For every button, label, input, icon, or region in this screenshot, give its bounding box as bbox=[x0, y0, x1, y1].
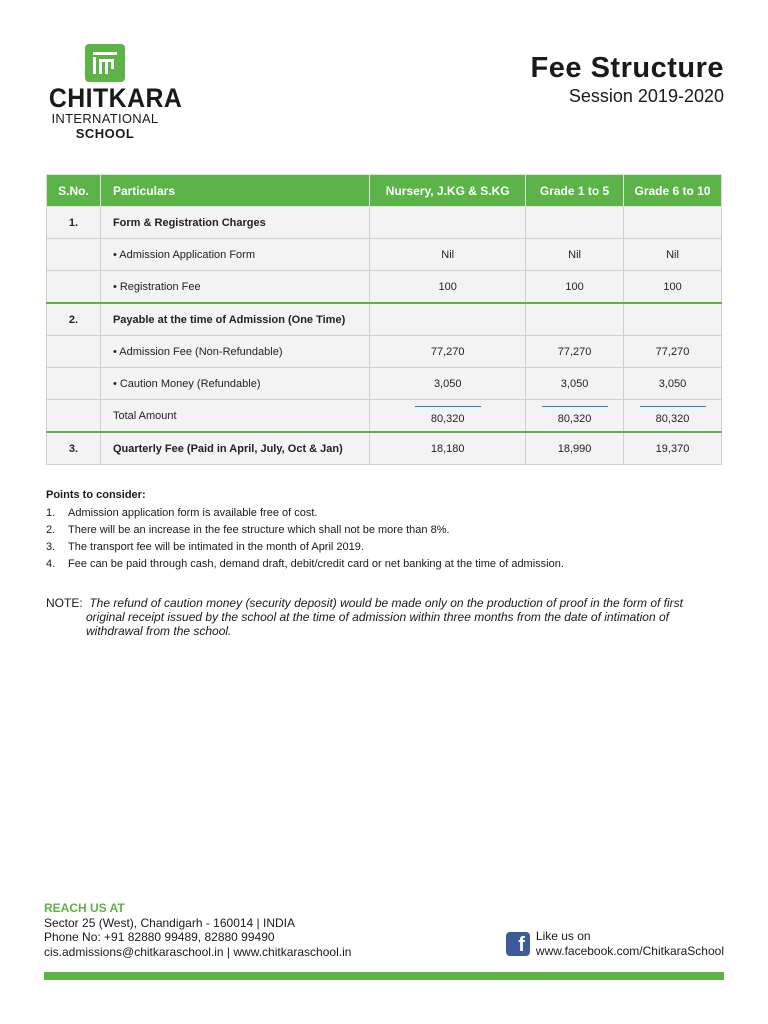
table-row bbox=[47, 239, 722, 271]
facebook-url[interactable]: www.facebook.com/ChitkaraSchool bbox=[535, 943, 724, 958]
cell-sno bbox=[47, 400, 101, 433]
facebook-label: Like us on bbox=[535, 929, 591, 943]
list-item bbox=[46, 522, 726, 539]
table-row bbox=[47, 432, 722, 465]
cell-particular: Form & Registration Charges bbox=[100, 207, 369, 239]
cell-value: 77,270 bbox=[624, 336, 722, 368]
total-value: 80,320 bbox=[415, 406, 481, 425]
cell-total bbox=[370, 400, 526, 433]
cell-value: 19,370 bbox=[624, 432, 722, 465]
page-title: Fee Structure bbox=[530, 52, 724, 84]
table-row bbox=[47, 400, 722, 433]
cell-sno: 3. bbox=[47, 432, 101, 465]
points-list bbox=[46, 505, 726, 573]
list-item bbox=[46, 505, 726, 522]
header-nursery: Nursery, J.KG & S.KG bbox=[370, 175, 526, 207]
cell-particular: • Admission Fee (Non-Refundable) bbox=[100, 336, 369, 368]
session-label: Session 2019-2020 bbox=[568, 86, 724, 106]
cell-sno bbox=[47, 239, 101, 271]
table-row bbox=[47, 368, 722, 400]
header-grade-6-10: Grade 6 to 10 bbox=[624, 175, 722, 207]
cell-sno: 2. bbox=[47, 303, 101, 336]
cell-value bbox=[370, 303, 526, 336]
note-label: NOTE: bbox=[46, 596, 83, 610]
cell-value bbox=[624, 303, 722, 336]
table-header-row bbox=[47, 175, 722, 207]
cell-value: 18,180 bbox=[370, 432, 526, 465]
cell-value bbox=[370, 207, 526, 239]
cell-value: Nil bbox=[624, 239, 722, 271]
table-row bbox=[47, 271, 722, 304]
cell-sno bbox=[47, 336, 101, 368]
cell-value: 100 bbox=[370, 271, 526, 304]
refund-note bbox=[46, 596, 706, 638]
contact-phone: Phone No: +91 82880 99489, 82880 99490 bbox=[44, 930, 275, 944]
cell-particular: • Registration Fee bbox=[100, 271, 369, 304]
list-item-text: Fee can be paid through cash, demand draft, debit/credit card or net banking at the time of admission. bbox=[68, 558, 564, 570]
cell-sno bbox=[47, 271, 101, 304]
cell-particular: • Caution Money (Refundable) bbox=[100, 368, 369, 400]
cell-sno bbox=[47, 368, 101, 400]
table-row bbox=[47, 336, 722, 368]
cell-value: 77,270 bbox=[526, 336, 624, 368]
cell-value: 3,050 bbox=[370, 368, 526, 400]
school-logo bbox=[44, 44, 183, 141]
cell-value: 100 bbox=[624, 271, 722, 304]
cell-particular: • Admission Application Form bbox=[100, 239, 369, 271]
cell-value bbox=[624, 207, 722, 239]
cell-value bbox=[526, 207, 624, 239]
cell-value: 3,050 bbox=[624, 368, 722, 400]
contact-address: Sector 25 (West), Chandigarh - 160014 | INDIA bbox=[44, 915, 296, 930]
footer-bar bbox=[44, 972, 724, 980]
cell-value: 77,270 bbox=[370, 336, 526, 368]
list-item-number: 3. bbox=[46, 541, 56, 553]
cell-value: 100 bbox=[526, 271, 624, 304]
cell-particular: Total Amount bbox=[100, 400, 369, 433]
header-particulars: Particulars bbox=[100, 175, 369, 207]
list-item-text: Admission application form is available free of cost. bbox=[68, 507, 318, 519]
header-grade-1-5: Grade 1 to 5 bbox=[526, 175, 624, 207]
cell-value: 3,050 bbox=[526, 368, 624, 400]
cell-value bbox=[526, 303, 624, 336]
list-item-number: 1. bbox=[46, 507, 56, 519]
list-item bbox=[46, 556, 726, 573]
logo-mark-icon bbox=[85, 44, 125, 82]
total-value: 80,320 bbox=[640, 406, 706, 425]
list-item-number: 4. bbox=[46, 558, 56, 570]
table-row bbox=[47, 303, 722, 336]
list-item-number: 2. bbox=[46, 524, 56, 536]
contact-email-web[interactable]: cis.admissions@chitkaraschool.in | www.chitkaraschool.in bbox=[44, 944, 352, 959]
header-sno: S.No. bbox=[47, 175, 101, 207]
cell-value: Nil bbox=[526, 239, 624, 271]
points-section bbox=[46, 489, 726, 573]
cell-particular: Payable at the time of Admission (One Time) bbox=[100, 303, 369, 336]
logo-line1: INTERNATIONAL bbox=[51, 111, 159, 126]
facebook-icon: f bbox=[506, 932, 530, 956]
total-value: 80,320 bbox=[542, 406, 608, 425]
table-row bbox=[47, 207, 722, 239]
cell-total bbox=[624, 400, 722, 433]
list-item bbox=[46, 539, 726, 556]
contact-section bbox=[44, 901, 351, 959]
cell-value: 18,990 bbox=[526, 432, 624, 465]
logo-line2: SCHOOL bbox=[75, 126, 135, 141]
facebook-link[interactable] bbox=[506, 929, 724, 958]
list-item-text: There will be an increase in the fee structure which shall not be more than 8%. bbox=[68, 524, 450, 536]
fee-table bbox=[46, 174, 722, 465]
cell-sno: 1. bbox=[47, 207, 101, 239]
points-heading: Points to consider: bbox=[46, 489, 146, 501]
cell-total bbox=[526, 400, 624, 433]
logo-name: CHITKARA bbox=[48, 83, 183, 113]
cell-value: Nil bbox=[370, 239, 526, 271]
note-text: The refund of caution money (security deposit) would be made only on the production of proof in the form of first original receipt issued by the school at the time of admission within three months from the date of intimation of withdrawal from the school. bbox=[86, 596, 683, 638]
cell-particular: Quarterly Fee (Paid in April, July, Oct & Jan) bbox=[100, 432, 369, 465]
list-item-text: The transport fee will be intimated in the month of April 2019. bbox=[68, 541, 364, 553]
contact-heading: REACH US AT bbox=[44, 901, 125, 915]
